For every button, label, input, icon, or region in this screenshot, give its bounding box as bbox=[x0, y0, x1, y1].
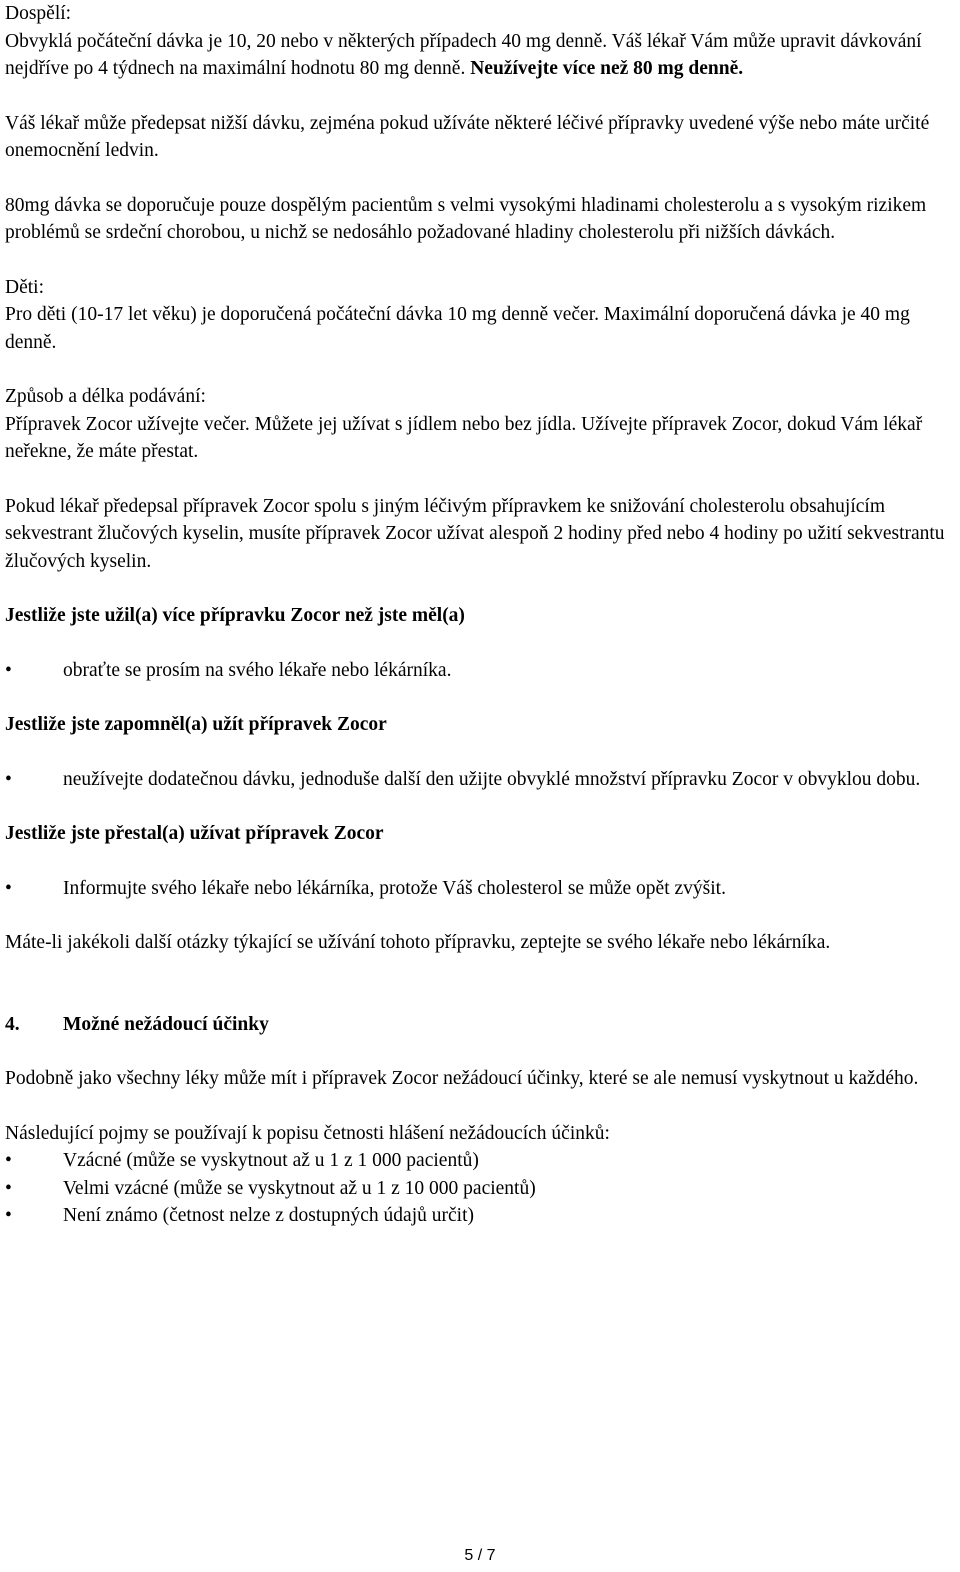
method-label: Způsob a délka podávání: bbox=[5, 386, 206, 407]
frequency-item bbox=[5, 1175, 957, 1203]
adults-text: Obvyklá počáteční dávka je 10, 20 nebo v některých případech 40 mg denně. Váš lékař Vám může upravit dávkování nejdříve po 4 týdnech na maximální hodnotu 80 mg denně. bbox=[5, 30, 922, 79]
bullet-icon: • bbox=[5, 1177, 12, 1199]
children-label: Děti: bbox=[5, 276, 44, 298]
leaflet-page bbox=[5, 0, 957, 1230]
page-number: 5 / 7 bbox=[464, 1547, 496, 1564]
frequency-item bbox=[5, 1147, 957, 1175]
frequency-intro: Následující pojmy se používají k popisu četnosti hlášení nežádoucích účinků: bbox=[5, 1122, 610, 1144]
questions-paragraph: Máte-li jakékoli další otázky týkající se užívání tohoto přípravku, zeptejte se svého lékaře nebo lékárníka. bbox=[5, 932, 831, 953]
missed-bullet-text: neužívejte dodatečnou dávku, jednoduše další den užijte obvyklé množství přípravku Zocor v obvyklou dobu. bbox=[63, 768, 921, 790]
bullet-icon: • bbox=[5, 659, 12, 681]
bullet-icon: • bbox=[5, 768, 12, 790]
frequency-item bbox=[5, 1202, 957, 1230]
section-4-title: Možné nežádoucí účinky bbox=[63, 1013, 269, 1035]
stopped-bullet-text: Informujte svého lékaře nebo lékárníka, protože Váš cholesterol se může opět zvýšit. bbox=[63, 877, 726, 899]
frequency-item-text: Není známo (četnost nelze z dostupných údajů určit) bbox=[63, 1205, 474, 1226]
adults-warning: Neužívejte více než 80 mg denně. bbox=[470, 58, 744, 79]
high-dose-paragraph: 80mg dávka se doporučuje pouze dospělým pacientům s velmi vysokými hladinami cholesterolu a s vysokým rizikem problémů se srdeční chorobou, u nichž se nedosáhlo požadované hladiny cholesterolu při nižších dávkách. bbox=[5, 194, 927, 243]
bullet-icon: • bbox=[5, 1205, 12, 1226]
missed-bullet bbox=[5, 766, 957, 794]
bullet-icon: • bbox=[5, 1150, 12, 1171]
overdose-bullet-text: obraťte se prosím na svého lékaře nebo lékárníka. bbox=[63, 659, 452, 681]
stopped-bullet bbox=[5, 875, 957, 903]
sequestrant-paragraph: Pokud lékař předepsal přípravek Zocor spolu s jiným léčivým přípravkem ke snižování cholesterolu obsahujícím sekvestrant žlučových kyselin, musíte přípravek Zocor užívat alespoň 2 hodiny před nebo 4 hodiny po užití sekvestrantu žlučových kyselin. bbox=[5, 495, 945, 572]
section-4-number: 4. bbox=[5, 1013, 20, 1035]
adults-paragraph bbox=[5, 28, 957, 83]
frequency-list bbox=[5, 1147, 957, 1230]
section-4-intro: Podobně jako všechny léky může mít i přípravek Zocor nežádoucí účinky, které se ale nemusí vyskytnout u každého. bbox=[5, 1068, 919, 1089]
lower-dose-paragraph: Váš lékař může předepsat nižší dávku, zejména pokud užíváte některé léčivé přípravky uvedené výše nebo máte určité onemocnění ledvin. bbox=[5, 112, 930, 161]
overdose-bullet bbox=[5, 657, 957, 685]
frequency-item-text: Vzácné (může se vyskytnout až u 1 z 1 000 pacientů) bbox=[63, 1150, 479, 1171]
method-paragraph: Přípravek Zocor užívejte večer. Můžete jej užívat s jídlem nebo bez jídla. Užívejte přípravek Zocor, dokud Vám lékař neřekne, že máte přestat. bbox=[5, 413, 923, 462]
bullet-icon: • bbox=[5, 877, 12, 899]
missed-heading: Jestliže jste zapomněl(a) užít přípravek Zocor bbox=[5, 714, 387, 735]
children-paragraph: Pro děti (10-17 let věku) je doporučená počáteční dávka 10 mg denně večer. Maximální doporučená dávka je 40 mg denně. bbox=[5, 304, 910, 353]
frequency-item-text: Velmi vzácné (může se vyskytnout až u 1 z 10 000 pacientů) bbox=[63, 1177, 536, 1199]
section-4-heading bbox=[5, 1011, 957, 1039]
stopped-heading: Jestliže jste přestal(a) užívat přípravek Zocor bbox=[5, 823, 384, 844]
adults-label: Dospělí: bbox=[5, 3, 72, 24]
overdose-heading: Jestliže jste užil(a) více přípravku Zocor než jste měl(a) bbox=[5, 605, 465, 626]
